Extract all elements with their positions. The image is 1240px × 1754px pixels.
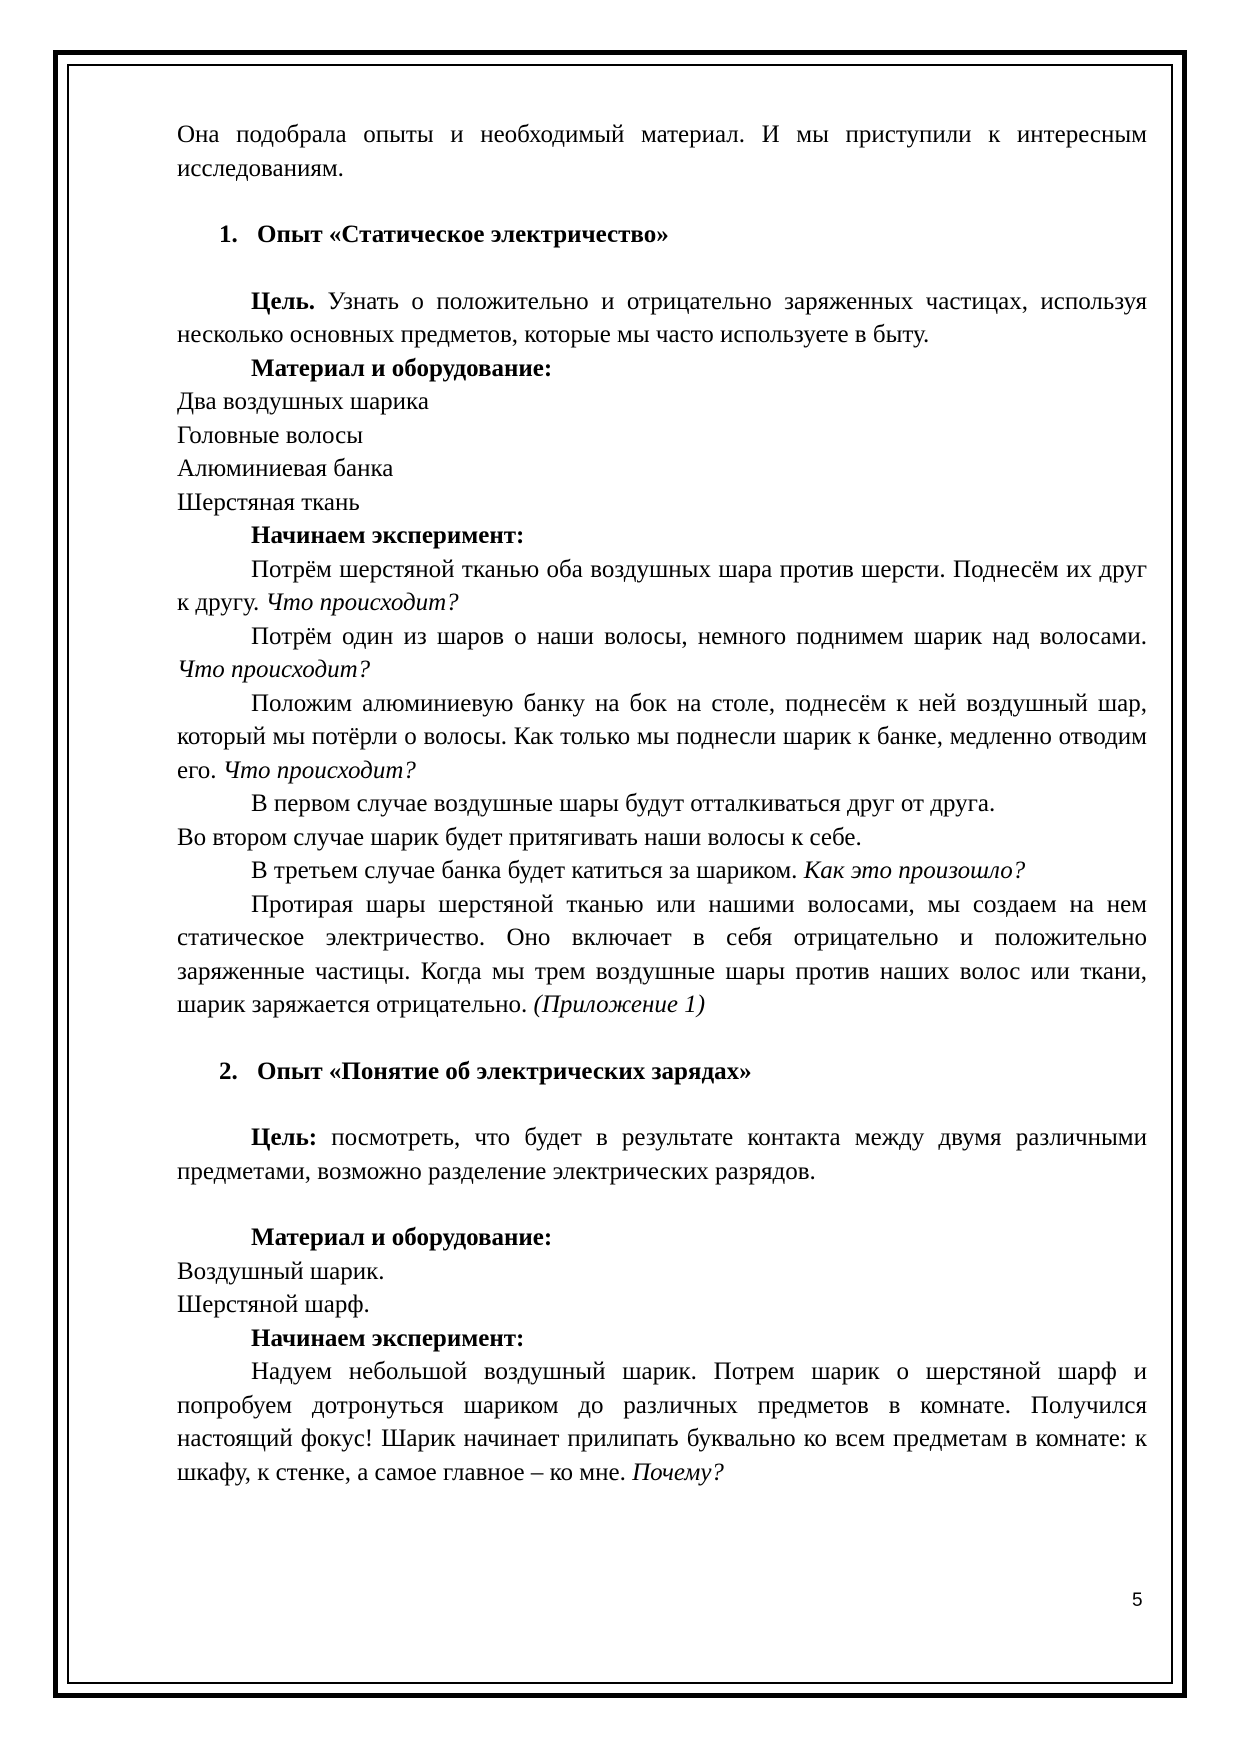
experiment2-start-label: Начинаем эксперимент: — [251, 1324, 525, 1352]
paragraph-text: Положим алюминиевую банку на бок на столе, поднесём к ней воздушный шар, который мы потёрли о волосы. Как только мы поднесли шарик к банке, медленно отводим его. — [177, 689, 1147, 784]
question-text: Что происходит? — [265, 589, 459, 616]
paragraph-text: Протирая шары шерстяной тканью или нашими волосами, мы создаем на нем статическое электричество. Оно включает в себя отрицательно и положительно заряженные частицы. Когда мы трем воздушные шары против наших волос или ткани, шарик заряжается отрицательно. — [177, 890, 1147, 1018]
experiment1-paragraph-1 — [177, 553, 1147, 620]
document-body — [177, 118, 1147, 1489]
experiment1-material-item: Алюминиевая банка — [177, 455, 394, 482]
experiment1-start-label: Начинаем эксперимент: — [251, 522, 525, 549]
experiment1-materials-label: Материал и оборудование: — [251, 354, 553, 382]
experiment1-paragraph-5: Во втором случае шарик будет притягивать наши волосы к себе. — [177, 823, 862, 851]
experiment1-paragraph-4: В первом случае воздушные шары будут отталкиваться друг от друга. — [251, 790, 996, 817]
paragraph-text: Потрём один из шаров о наши волосы, немного поднимем шарик над волосами. — [251, 622, 1147, 650]
experiment2-paragraph-1 — [177, 1355, 1147, 1489]
question-text: Почему? — [632, 1458, 724, 1486]
experiment1-material-item: Шерстяная ткань — [177, 488, 360, 516]
paragraph-text: В третьем случае банка будет катиться за шариком. — [251, 857, 804, 884]
experiment1-title: Опыт «Статическое электричество» — [257, 221, 669, 248]
experiment1-goal-label: Цель. — [251, 287, 316, 315]
question-text: Как это произошло? — [803, 857, 1026, 884]
experiment2-goal-text: посмотреть, что будет в результате контакта между двумя различными предметами, возможно разделение электрических разрядов. — [177, 1124, 1147, 1185]
experiment1-paragraph-6 — [177, 854, 1147, 888]
experiment1-goal — [177, 285, 1147, 352]
experiment1-number: 1. — [219, 221, 238, 248]
experiment2-number: 2. — [219, 1057, 238, 1085]
experiment1-paragraph-3 — [177, 687, 1147, 788]
experiment2-material-item: Шерстяной шарф. — [177, 1291, 370, 1318]
experiment2-goal — [177, 1121, 1147, 1188]
intro-paragraph: Она подобрала опыты и необходимый материал. И мы приступили к интересным исследованиям. — [177, 121, 1147, 182]
page-number: 5 — [1132, 1590, 1143, 1611]
experiment2-goal-label: Цель: — [251, 1124, 318, 1151]
experiment1-paragraph-2 — [177, 620, 1147, 687]
paragraph-text: Потрём шерстяной тканью оба воздушных шара против шерсти. Поднесём их друг к другу. — [177, 555, 1147, 616]
question-text: Что происходит? — [222, 756, 416, 784]
experiment2-material-item: Воздушный шарик. — [177, 1257, 385, 1285]
experiment1-paragraph-7 — [177, 888, 1147, 1022]
appendix-reference: (Приложение 1) — [533, 991, 706, 1018]
experiment1-material-item: Два воздушных шарика — [177, 388, 429, 415]
experiment2-title: Опыт «Понятие об электрических зарядах» — [257, 1057, 752, 1085]
experiment1-goal-text: Узнать о положительно и отрицательно заряженных частицах, используя несколько основных предметов, которые мы часто используете в быту. — [177, 287, 1147, 348]
experiment2-heading — [177, 1055, 1147, 1089]
experiment1-heading — [177, 218, 1147, 252]
question-text: Что происходит? — [177, 656, 371, 683]
paragraph-text: Надуем небольшой воздушный шарик. Потрем шарик о шерстяной шарф и попробуем дотронуться шариком до различных предметов в комнате. Получился настоящий фокус! Шарик начинает прилипать буквально ко всем предметам в комнате: к шкафу, к стенке, а самое главное – ко мне. — [177, 1358, 1147, 1486]
experiment2-materials-label: Материал и оборудование: — [251, 1224, 553, 1251]
experiment1-material-item: Головные волосы — [177, 421, 364, 449]
